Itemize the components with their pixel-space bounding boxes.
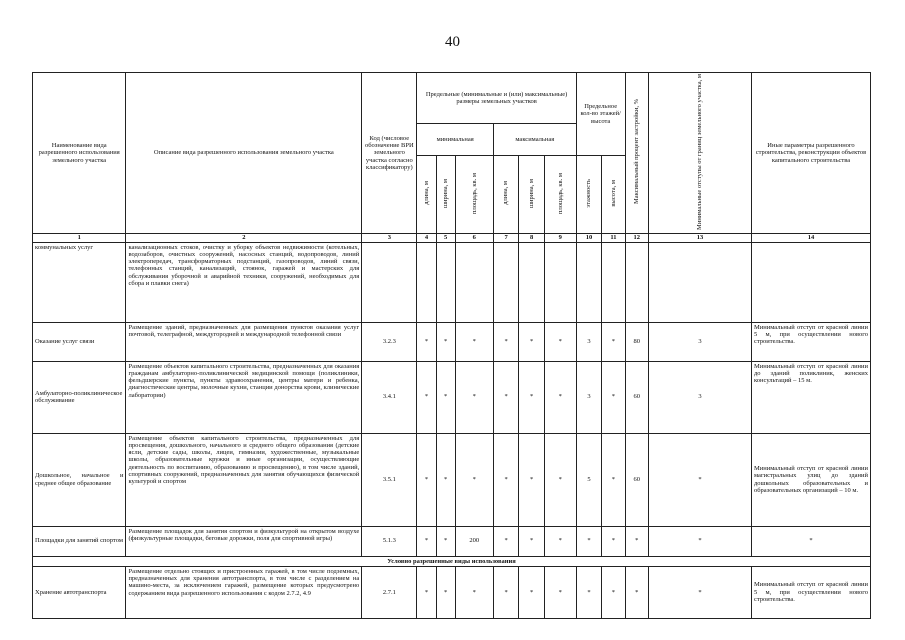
header-floors: этажность (576, 155, 601, 233)
row-cell: * (602, 361, 625, 433)
header-min-length: длина, м (417, 155, 436, 233)
header-min-width: ширина, м (436, 155, 455, 233)
row-other-params (751, 242, 870, 322)
row-name: Оказание услуг связи (33, 322, 126, 361)
row-cell: * (436, 566, 455, 618)
row-cell: * (436, 433, 455, 526)
header-max-area: площадь, кв. м (544, 155, 576, 233)
table-row (33, 526, 871, 556)
header-max-length: длина, м (493, 155, 518, 233)
row-cell: * (648, 566, 751, 618)
row-code (362, 242, 417, 322)
row-cell: * (519, 526, 544, 556)
header-max-group: максимальная (493, 124, 576, 155)
row-cell: * (417, 526, 436, 556)
column-number: 5 (436, 234, 455, 242)
row-description: Размещение объектов капитального строительства, предназначенных для оказания гражданам амбулаторно-поликлинической медицинской помощи (поликлиники, фельдшерские пункты, пункты здравоохранения, центры матери и ребенка, диагностические центры, молочные кухни, станции донорства крови, клинические лаборатории) (126, 361, 362, 433)
row-other-params: Минимальный отступ от красной линии магистральных улиц до зданий дошкольных образовательных и образовательных организаций – 10 м. (751, 433, 870, 526)
row-description: канализационных стоков, очистку и уборку объектов недвижимости (котельных, водозаборов, очистных сооружений, насосных станций, водопроводов, линий электропередач, трансформаторных подстанций, газопроводов, линий связи, телефонных станций, канализаций, стоянок, гаражей и мастерских для обслуживания уборочной и аварийной техники, сооружений, необходимых для сбора и плавки снега) (126, 242, 362, 322)
row-cell (436, 242, 455, 322)
row-other-params: Минимальный отступ от красной линии 5 м, при осуществлении нового строительства. (751, 566, 870, 618)
row-cell: * (544, 526, 576, 556)
row-cell (576, 242, 601, 322)
header-size-group: Предельные (минимальные и (или) максимальные) размеры земельных участков (417, 73, 576, 124)
row-cell: * (625, 526, 648, 556)
row-cell: * (436, 322, 455, 361)
row-cell: * (602, 566, 625, 618)
row-cell: * (493, 361, 518, 433)
column-number: 6 (455, 234, 493, 242)
row-other-params: * (751, 526, 870, 556)
row-cell: * (417, 322, 436, 361)
row-cell: * (455, 566, 493, 618)
row-cell: 80 (625, 322, 648, 361)
row-code: 3.5.1 (362, 433, 417, 526)
table-row (33, 566, 871, 618)
row-cell: * (455, 433, 493, 526)
row-cell: 3 (576, 322, 601, 361)
row-cell: * (436, 361, 455, 433)
row-cell: * (544, 566, 576, 618)
column-number-row (33, 234, 871, 242)
table-row (33, 242, 871, 322)
row-cell: * (602, 526, 625, 556)
row-cell: * (493, 526, 518, 556)
row-cell (544, 242, 576, 322)
row-cell: * (544, 433, 576, 526)
row-description: Размещение площадок для занятия спортом и физкультурой на открытом воздухе (физкультурные площадки, беговые дорожки, поля для спортивной игры) (126, 526, 362, 556)
table-row (33, 433, 871, 526)
row-cell: * (493, 433, 518, 526)
row-cell: 3 (648, 361, 751, 433)
row-name: Площадки для занятий спортом (33, 526, 126, 556)
row-code: 3.4.1 (362, 361, 417, 433)
row-cell: * (455, 322, 493, 361)
section-title: Условно разрешенные виды использования (33, 556, 871, 566)
table-row (33, 361, 871, 433)
column-number: 4 (417, 234, 436, 242)
row-cell: * (602, 433, 625, 526)
row-name: коммунальных услуг (33, 242, 126, 322)
row-cell: * (436, 526, 455, 556)
row-cell (648, 242, 751, 322)
row-code: 5.1.3 (362, 526, 417, 556)
row-cell (625, 242, 648, 322)
row-cell: 3 (648, 322, 751, 361)
row-name: Хранение автотранспорта (33, 566, 126, 618)
row-cell (519, 242, 544, 322)
header-setbacks: Минимальные отступы от границ земельного участка, м (648, 73, 751, 234)
table-row (33, 322, 871, 361)
row-cell (493, 242, 518, 322)
column-number: 2 (126, 234, 362, 242)
row-cell: * (519, 361, 544, 433)
row-cell: * (455, 361, 493, 433)
row-name: Дошкольное, начальное и среднее общее образование (33, 433, 126, 526)
row-cell (455, 242, 493, 322)
row-other-params: Минимальный отступ от красной линии до зданий поликлиник, женских консультаций – 15 м. (751, 361, 870, 433)
header-height: высота, м (602, 155, 625, 233)
row-cell: * (648, 526, 751, 556)
row-cell: * (648, 433, 751, 526)
row-cell: * (519, 566, 544, 618)
row-cell: 3 (576, 361, 601, 433)
header-coverage: Максимальный процент застройки, % (625, 73, 648, 234)
row-code: 2.7.1 (362, 566, 417, 618)
row-cell: * (493, 322, 518, 361)
header-min-area: площадь, кв. м (455, 155, 493, 233)
header-row-1 (33, 73, 871, 124)
row-cell: 60 (625, 361, 648, 433)
row-cell: * (576, 526, 601, 556)
row-description: Размещение отдельно стоящих и пристроенных гаражей, в том числе подземных, предназначенных для хранения автотранспорта, в том числе с разделением на машино-места, за исключением гаражей, размещение которых предусмотрено содержанием вида разрешенного использования с кодом 2.7.2, 4.9 (126, 566, 362, 618)
column-number: 12 (625, 234, 648, 242)
section-row (33, 556, 871, 566)
row-cell: * (544, 322, 576, 361)
column-number: 11 (602, 234, 625, 242)
row-description: Размещение объектов капитального строительства, предназначенных для просвещения, дошкольного, начального и среднего общего образования (детские ясли, детские сады, школы, лицеи, гимназии, художественные, музыкальные школы, образовательные кружки и иные организации, осуществляющие деятельность по воспитанию, образованию и просвещению), в том числе зданий, спортивных сооружений, предназначенных для занятия обучающихся физической культурой и спортом (126, 433, 362, 526)
row-cell: * (625, 566, 648, 618)
row-cell: * (417, 361, 436, 433)
row-cell: * (519, 322, 544, 361)
land-use-table (32, 72, 871, 619)
header-min-group: минимальная (417, 124, 493, 155)
row-cell: * (576, 566, 601, 618)
row-cell (602, 242, 625, 322)
column-number: 14 (751, 234, 870, 242)
column-number: 10 (576, 234, 601, 242)
header-name: Наименование вида разрешенного использования земельного участка (33, 73, 126, 234)
header-floors-group: Предельное кол-во этажей/высота (576, 73, 625, 156)
row-cell (417, 242, 436, 322)
header-description: Описание вида разрешенного использования земельного участка (126, 73, 362, 234)
header-code: Код (числовое обозначение ВРИ земельного участка согласно классификатору) (362, 73, 417, 234)
row-cell: * (544, 361, 576, 433)
column-number: 7 (493, 234, 518, 242)
row-cell: 60 (625, 433, 648, 526)
header-other-params: Иные параметры разрешенного строительства, реконструкции объектов капитального строительства (751, 73, 870, 234)
column-number: 9 (544, 234, 576, 242)
row-cell: * (493, 566, 518, 618)
page-number: 40 (445, 34, 460, 50)
row-name: Амбулаторно-поликлиническое обслуживание (33, 361, 126, 433)
row-cell: * (602, 322, 625, 361)
column-number: 8 (519, 234, 544, 242)
row-other-params: Минимальный отступ от красной линии 5 м, при осуществлении нового строительства. (751, 322, 870, 361)
row-cell: 5 (576, 433, 601, 526)
row-cell: * (417, 433, 436, 526)
column-number: 3 (362, 234, 417, 242)
row-cell: * (417, 566, 436, 618)
column-number: 13 (648, 234, 751, 242)
row-cell: 200 (455, 526, 493, 556)
column-number: 1 (33, 234, 126, 242)
row-description: Размещение зданий, предназначенных для размещения пунктов оказания услуг почтовой, телеграфной, междугородней и международной телефонной связи (126, 322, 362, 361)
header-max-width: ширина, м (519, 155, 544, 233)
row-code: 3.2.3 (362, 322, 417, 361)
row-cell: * (519, 433, 544, 526)
